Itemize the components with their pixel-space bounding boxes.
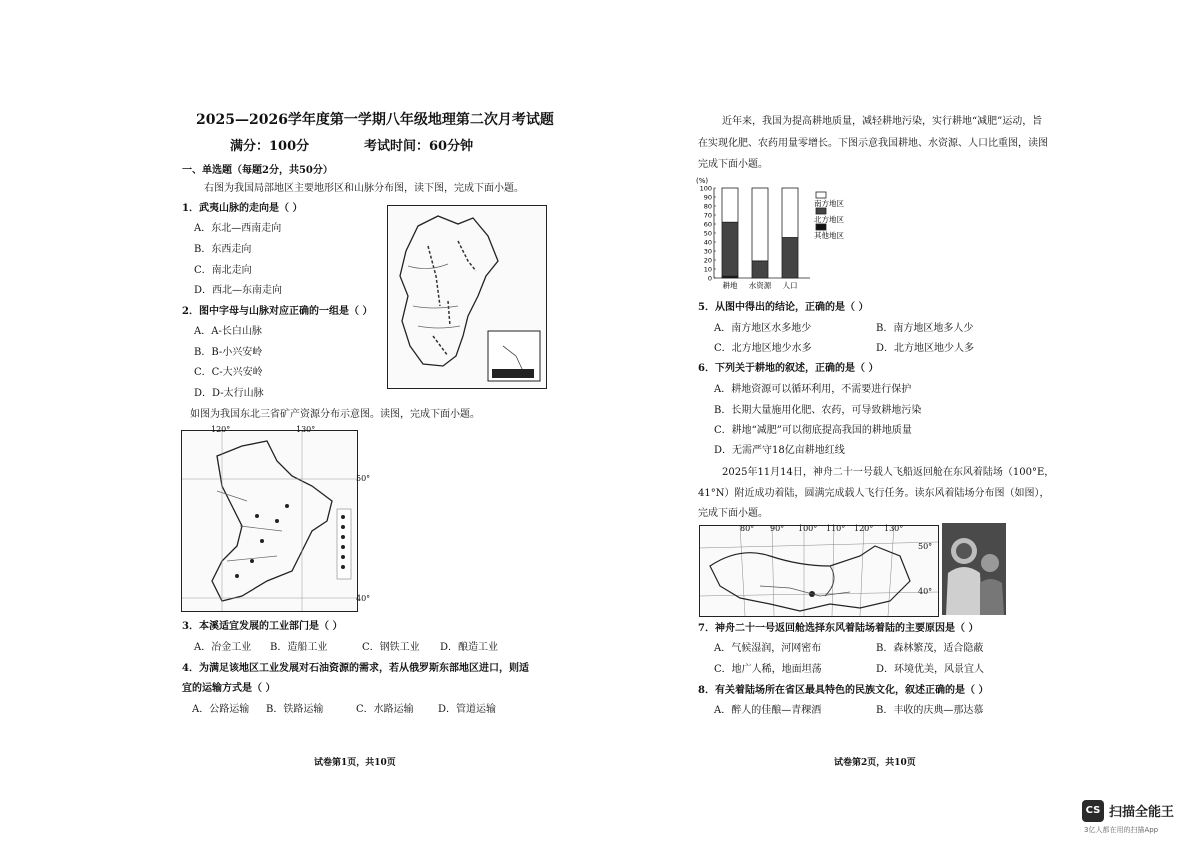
q2-option-a: A．A-长白山脉	[194, 326, 262, 337]
q5-option-c: C．北方地区地少水多	[714, 343, 812, 354]
northeast-mineral-map	[181, 430, 358, 612]
chart-legend-label: 其他地区	[814, 231, 844, 240]
page-footer-left: 试卷第1页，共10页	[314, 758, 396, 768]
camscanner-logo-icon: CS	[1082, 800, 1104, 822]
chart-category-label: 耕地	[722, 281, 738, 290]
chart-y-tick-label: 50	[703, 229, 712, 238]
q8-option-b: B．丰收的庆典—那达慕	[876, 705, 984, 716]
chart-legend-label: 南方地区	[814, 199, 844, 208]
q6-option-c: C．耕地“减肥”可以彻底提高我国的耕地质量	[714, 425, 912, 436]
chart-y-tick-label: 30	[703, 247, 712, 256]
chart-bar-segment	[782, 188, 798, 238]
q1-option-b: B．东西走向	[194, 244, 252, 255]
map3-lon-110: 110°	[826, 524, 846, 533]
intro-text-3-line1: 近年来，我国为提高耕地质量，减轻耕地污染，实行耕地“减肥”运动，旨	[722, 116, 1043, 127]
q2-stem: 2．图中字母与山脉对应正确的一组是（ ）	[182, 306, 373, 317]
q3-option-c: C．钢铁工业	[362, 642, 420, 653]
q7-option-d: D．环境优美，风景宜人	[876, 664, 985, 675]
chart-bar-segment	[782, 238, 798, 279]
landing-site-map	[699, 525, 939, 617]
q2-option-d: D．D-太行山脉	[194, 388, 264, 399]
exam-title: 2025—2026学年度第一学期八年级地理第二次月考试题	[196, 112, 554, 128]
intro-text-3-line3: 完成下面小题。	[698, 159, 768, 170]
camscanner-tagline: 3亿人都在用的扫描App	[1084, 826, 1159, 834]
camscanner-watermark	[1082, 800, 1186, 840]
q5-option-b: B．南方地区地多人少	[876, 323, 974, 334]
camscanner-name: 扫描全能王	[1109, 805, 1175, 820]
map3-lat-50: 50°	[918, 542, 933, 551]
q2-option-c: C．C-大兴安岭	[194, 367, 263, 378]
intro-text-4-line3: 完成下面小题。	[698, 508, 768, 519]
q7-stem: 7．神舟二十一号返回舱选择东风着陆场着陆的主要原因是（ ）	[698, 623, 979, 634]
chart-bar-segment	[752, 261, 768, 278]
map2-lat-50: 50°	[356, 474, 371, 483]
chart-y-tick-label: 80	[703, 202, 712, 211]
map3-lat-40: 40°	[918, 587, 933, 596]
chart-bar-segment	[722, 188, 738, 222]
intro-text-1: 右图为我国局部地区主要地形区和山脉分布图，读下图，完成下面小题。	[204, 183, 524, 194]
exam-page-right	[600, 0, 1200, 847]
q3-stem: 3．本溪适宜发展的工业部门是（ ）	[182, 621, 343, 632]
intro-text-4-line2: 41°N）附近成功着陆，圆满完成载人飞行任务。读东风着陆场分布图（如图），	[698, 488, 1050, 499]
q3-option-b: B．造船工业	[270, 642, 328, 653]
q8-stem: 8．有关着陆场所在省区最具特色的民族文化，叙述正确的是（ ）	[698, 685, 989, 696]
q4-option-b: B．铁路运输	[266, 704, 324, 715]
q6-option-d: D．无需严守18亿亩耕地红线	[714, 445, 845, 456]
page-footer-right: 试卷第2页，共10页	[834, 758, 916, 768]
chart-y-tick-label: 20	[703, 256, 712, 265]
q4-stem-line2: 宜的运输方式是（ ）	[182, 683, 276, 694]
astronaut-photo	[942, 523, 1006, 615]
q4-option-a: A．公路运输	[192, 704, 250, 715]
map3-lon-90: 90°	[770, 524, 785, 533]
chart-y-tick-label: 70	[703, 211, 712, 220]
chart-legend-swatch	[816, 192, 826, 198]
map3-lon-130: 130°	[884, 524, 904, 533]
q4-option-c: C．水路运输	[356, 704, 414, 715]
map2-lon-120: 120°	[211, 425, 231, 434]
map3-lon-100: 100°	[798, 524, 818, 533]
chart-y-tick-label: 60	[703, 220, 712, 229]
q1-option-a: A．东北—西南走向	[194, 223, 282, 234]
chart-y-tick-label: 90	[703, 193, 712, 202]
q5-option-d: D．北方地区地少人多	[876, 343, 975, 354]
q7-option-b: B．森林繁茂，适合隐蔽	[876, 643, 984, 654]
exam-time: 考试时间：60分钟	[364, 139, 474, 154]
intro-text-2: 如图为我国东北三省矿产资源分布示意图。读图，完成下面小题。	[190, 409, 480, 420]
land-water-population-chart	[696, 176, 876, 298]
q3-option-d: D．酿造工业	[440, 642, 499, 653]
q4-option-d: D．管道运输	[438, 704, 497, 715]
chart-category-label: 水资源	[748, 281, 772, 290]
q3-option-a: A．冶金工业	[194, 642, 252, 653]
terrain-mountain-map	[387, 205, 547, 389]
q1-option-d: D．西北—东南走向	[194, 285, 283, 296]
q2-option-b: B．B-小兴安岭	[194, 347, 263, 358]
intro-text-3-line2: 在实现化肥、农药用量零增长。下图示意我国耕地、水资源、人口比重图，读图	[698, 138, 1048, 149]
q6-stem: 6．下列关于耕地的叙述，正确的是（ ）	[698, 363, 879, 374]
q7-option-a: A．气候湿润，河网密布	[714, 643, 822, 654]
q1-stem: 1．武夷山脉的走向是（ ）	[182, 203, 303, 214]
q4-stem-line1: 4．为满足该地区工业发展对石油资源的需求，若从俄罗斯东部地区进口，则适	[182, 663, 529, 674]
map2-lat-40: 40°	[356, 594, 371, 603]
map3-lon-80: 80°	[740, 524, 755, 533]
chart-legend-swatch	[816, 224, 826, 230]
q6-option-b: B．长期大量施用化肥、农药，可导致耕地污染	[714, 405, 922, 416]
chart-legend-swatch	[816, 208, 826, 214]
chart-y-tick-label: 100	[699, 184, 712, 193]
chart-y-axis-label: (%)	[696, 177, 709, 185]
map3-lon-120: 120°	[854, 524, 874, 533]
chart-bar-segment	[722, 222, 738, 276]
q5-stem: 5．从图中得出的结论，正确的是（ ）	[698, 302, 869, 313]
map2-lon-130: 130°	[296, 425, 316, 434]
chart-category-label: 人口	[782, 281, 798, 290]
section-heading: 一、单选题（每题2分，共50分）	[182, 165, 333, 176]
q1-option-c: C．南北走向	[194, 265, 252, 276]
chart-legend-label: 北方地区	[814, 215, 844, 224]
chart-y-tick-label: 40	[703, 238, 712, 247]
intro-text-4-line1: 2025年11月14日，神舟二十一号载人飞船返回舱在东风着陆场（100°E，	[722, 467, 1055, 478]
chart-bar-segment	[752, 188, 768, 261]
q7-option-c: C．地广人稀，地面坦荡	[714, 664, 822, 675]
chart-y-tick-label: 10	[703, 265, 712, 274]
q5-option-a: A．南方地区水多地少	[714, 323, 812, 334]
chart-y-tick-label: 0	[707, 274, 712, 283]
full-score: 满分：100分	[230, 139, 310, 154]
q6-option-a: A．耕地资源可以循环利用，不需要进行保护	[714, 384, 912, 395]
q8-option-a: A．醉人的佳酿—青稞酒	[714, 705, 822, 716]
